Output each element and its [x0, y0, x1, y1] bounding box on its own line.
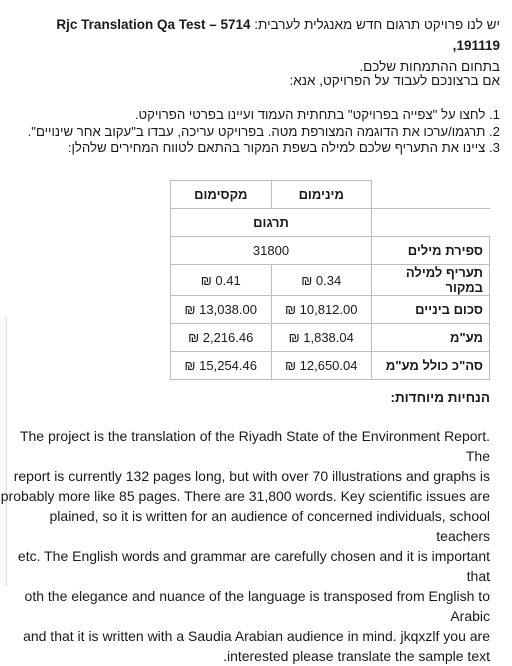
- text-line: plained, so it is written for an audience of concerned individuals, school teachers: [49, 508, 490, 544]
- row-label: ספירת מילים: [372, 237, 490, 265]
- instruction-step: 2. תרגמו/ערכו את הדוגמה המצורפת מטה. בפרויקט עריכה, עבדו ב"עקוב אחר שינויים".: [27, 123, 500, 139]
- min-value: ₪ 10,812.00: [271, 296, 372, 324]
- instructions-list: [10, 107, 500, 157]
- special-instructions-heading: הנחיות מיוחדות:: [390, 390, 490, 405]
- row-label: סה"כ כולל מע"מ: [372, 352, 490, 380]
- instruction-step: 3. ציינו את התעריף שלכם למילה בשפת המקור בהתאם לטווח המחירים שלהלן:: [67, 140, 500, 155]
- project-title: Rjc Translation Qa Test – 5714 191119,: [56, 17, 500, 53]
- special-instructions-text: [0, 426, 490, 666]
- min-value: ₪ 1,838.04: [271, 324, 372, 352]
- text-line: .interested please translate the sample text: [223, 648, 490, 664]
- price-table: [170, 180, 490, 380]
- request-text: אם ברצונכם לעבוד על הפרויקט, אנא:: [289, 73, 500, 88]
- intro-lead: יש לנו פרויקט תרגום חדש מאנגלית לערבית:: [254, 17, 500, 32]
- table-section-row: [171, 209, 490, 237]
- min-value: ₪ 12,650.04: [271, 352, 372, 380]
- min-value: ₪ 0.34: [271, 265, 372, 296]
- text-line: oth the elegance and nuance of the language is transposed from English to Arabic: [24, 588, 490, 624]
- table-row: [171, 237, 490, 265]
- max-value: ₪ 15,254.46: [171, 352, 272, 380]
- row-label: תעריף למילה במקור: [372, 265, 490, 296]
- max-value: ₪ 13,038.00: [171, 296, 272, 324]
- row-label: מע"מ: [372, 324, 490, 352]
- column-header-max: מקסימום: [171, 181, 272, 209]
- table-corner: [372, 181, 490, 209]
- word-count-value: 31800: [171, 237, 372, 265]
- intro-line2: בתחום ההתמחות שלכם.: [359, 59, 500, 74]
- section-header: תרגום: [171, 209, 372, 237]
- text-line: etc. The English words and grammar are carefully chosen and it is important that: [17, 548, 490, 584]
- table-corner: [372, 209, 490, 237]
- text-line: report is currently 132 pages long, but with over 70 illustrations and graphs is: [13, 468, 490, 484]
- instruction-step: 1. לחצו על "צפייה בפרויקט" בתחתית העמוד ועיינו בפרטי הפרויקט.: [134, 107, 500, 122]
- table-row: [171, 265, 490, 296]
- column-header-min: מינימום: [271, 181, 372, 209]
- max-value: ₪ 2,216.46: [171, 324, 272, 352]
- table-row: [171, 296, 490, 324]
- table-header-row: [171, 181, 490, 209]
- row-label: סכום ביניים: [372, 296, 490, 324]
- table-row: [171, 352, 490, 380]
- text-line: The project is the translation of the Riyadh State of the Environment Report. The: [19, 428, 490, 464]
- text-line: and that it is written with a Saudia Arabian audience in mind. jkqxzlf you are: [23, 628, 490, 644]
- table-row: [171, 324, 490, 352]
- text-line: probably more like 85 pages. There are 31,800 words. Key scientific issues are: [0, 488, 490, 504]
- intro-text: [10, 14, 500, 77]
- max-value: ₪ 0.41: [171, 265, 272, 296]
